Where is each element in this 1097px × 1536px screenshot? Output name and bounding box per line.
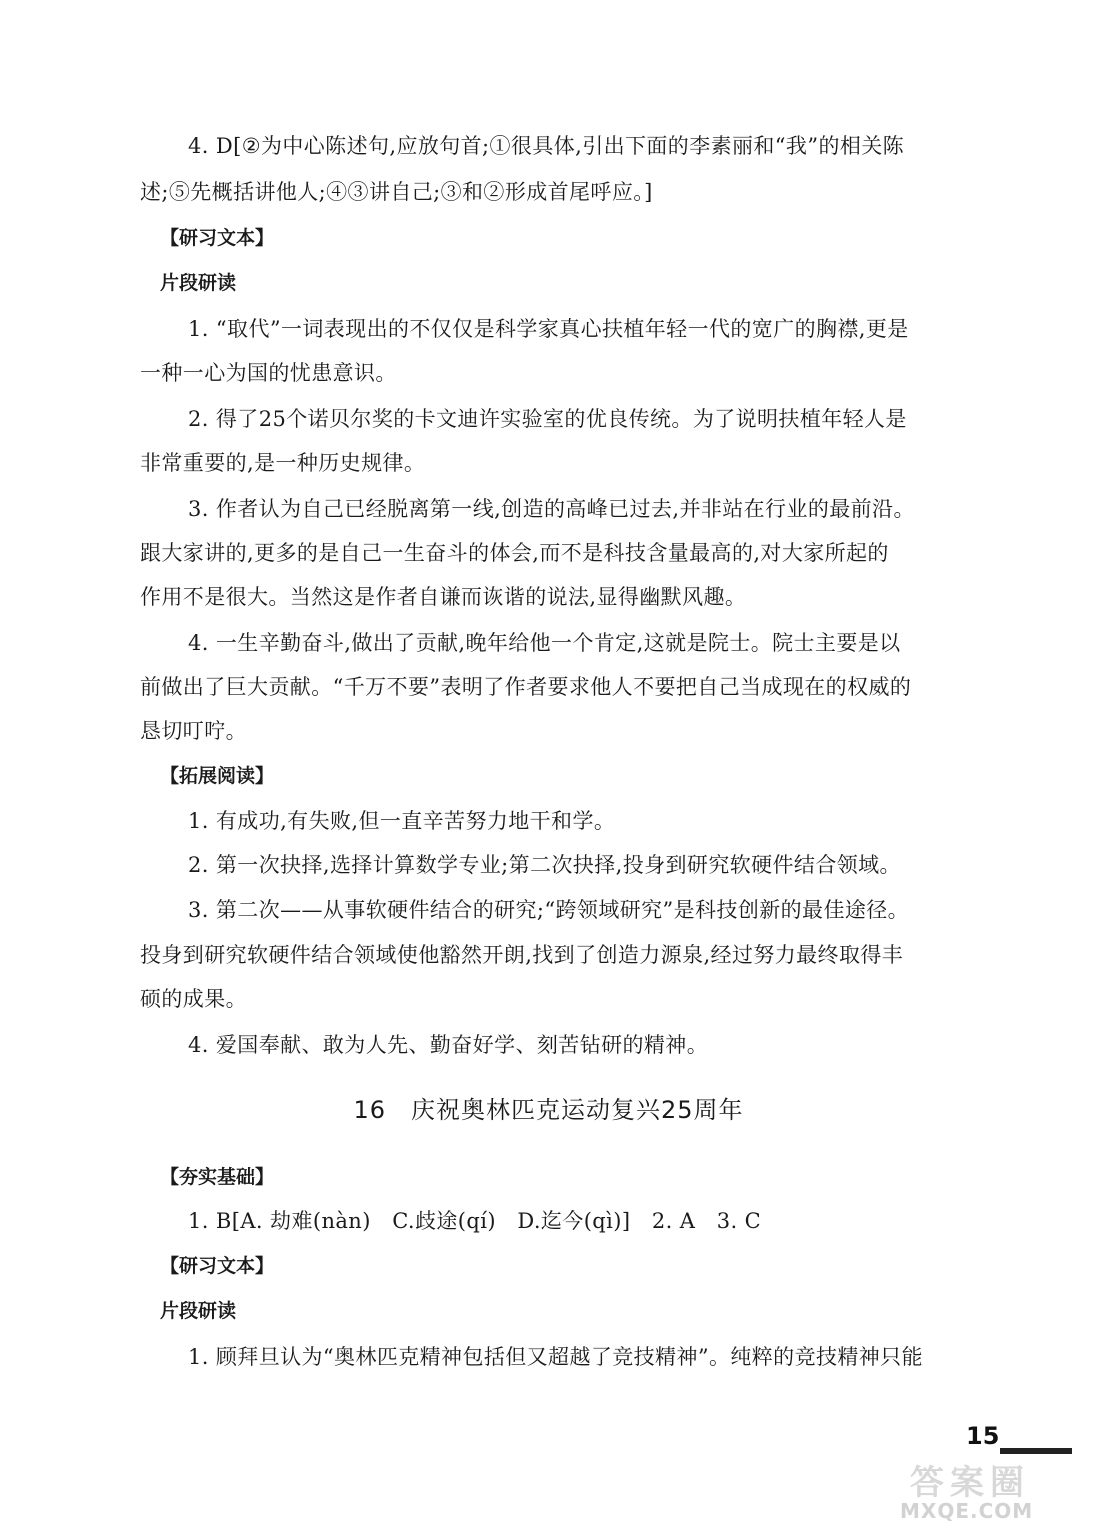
section-heading-foundation: 【夯实基础】 (160, 1166, 275, 1188)
study-q1-line-1: 1. “取代”一词表现出的不仅仅是科学家真心扶植年轻一代的宽广的胸襟,更是 (188, 317, 909, 341)
section-heading-study-text: 【研习文本】 (160, 227, 275, 249)
study-q4-line-1: 4. 一生辛勤奋斗,做出了贡献,晚年给他一个肯定,这就是院士。院士主要是以 (188, 631, 901, 655)
page-number-bar (1000, 1448, 1072, 1454)
extended-q3-line-3: 硕的成果。 (140, 987, 247, 1011)
foundation-answer: 1. B[A. 劫难(nàn) C.歧途(qí) D.迄今(qì)] 2. A 3. C (188, 1209, 762, 1233)
study-q3-line-3: 作用不是很大。当然这是作者自谦而诙谐的说法,显得幽默风趣。 (140, 585, 747, 609)
watermark-en-text: MXQE.COM (900, 1499, 1034, 1523)
study-q2-line-2: 非常重要的,是一种历史规律。 (140, 451, 426, 475)
section-heading-extended-reading: 【拓展阅读】 (160, 765, 275, 787)
watermark-logo (880, 1455, 1080, 1525)
answer-item-4-line-2: 述;⑤先概括讲他人;④③讲自己;③和②形成首尾呼应。] (140, 180, 653, 204)
study2-q1-line-1: 1. 顾拜旦认为“奥林匹克精神包括但又超越了竞技精神”。纯粹的竞技精神只能 (188, 1345, 923, 1369)
extended-q1: 1. 有成功,有失败,但一直辛苦努力地干和学。 (188, 809, 616, 833)
watermark-cn-text: 答案圈 (910, 1463, 1030, 1503)
chapter-title: 16 庆祝奥林匹克运动复兴25周年 (353, 1096, 744, 1124)
extended-q3-line-1: 3. 第二次——从事软硬件结合的研究;“跨领域研究”是科技创新的最佳途径。 (188, 898, 910, 922)
study-q2-line-1: 2. 得了25个诺贝尔奖的卡文迪许实验室的优良传统。为了说明扶植年轻人是 (188, 407, 907, 431)
extended-q2: 2. 第一次抉择,选择计算数学专业;第二次抉择,投身到研究软硬件结合领域。 (188, 853, 901, 877)
study-q1-line-2: 一种一心为国的忧患意识。 (140, 361, 397, 385)
study-q4-line-3: 恳切叮咛。 (140, 719, 247, 743)
extended-q3-line-2: 投身到研究软硬件结合领域使他豁然开朗,找到了创造力源泉,经过努力最终取得丰 (140, 943, 904, 967)
answer-item-4-line-1: 4. D[②为中心陈述句,应放句首;①很具体,引出下面的李素丽和“我”的相关陈 (188, 134, 905, 158)
subheading-fragment-reading: 片段研读 (160, 272, 237, 294)
page-number: 15 (966, 1422, 1000, 1450)
study-q4-line-2: 前做出了巨大贡献。“千万不要”表明了作者要求他人不要把自己当成现在的权威的 (140, 675, 912, 699)
study-q3-line-2: 跟大家讲的,更多的是自己一生奋斗的体会,而不是科技含量最高的,对大家所起的 (140, 541, 889, 565)
extended-q4: 4. 爱国奉献、敢为人先、勤奋好学、刻苦钻研的精神。 (188, 1033, 709, 1057)
study-q3-line-1: 3. 作者认为自己已经脱离第一线,创造的高峰已过去,并非站在行业的最前沿。 (188, 497, 915, 521)
subheading-fragment-reading-2: 片段研读 (160, 1300, 237, 1322)
section-heading-study-text-2: 【研习文本】 (160, 1255, 275, 1277)
